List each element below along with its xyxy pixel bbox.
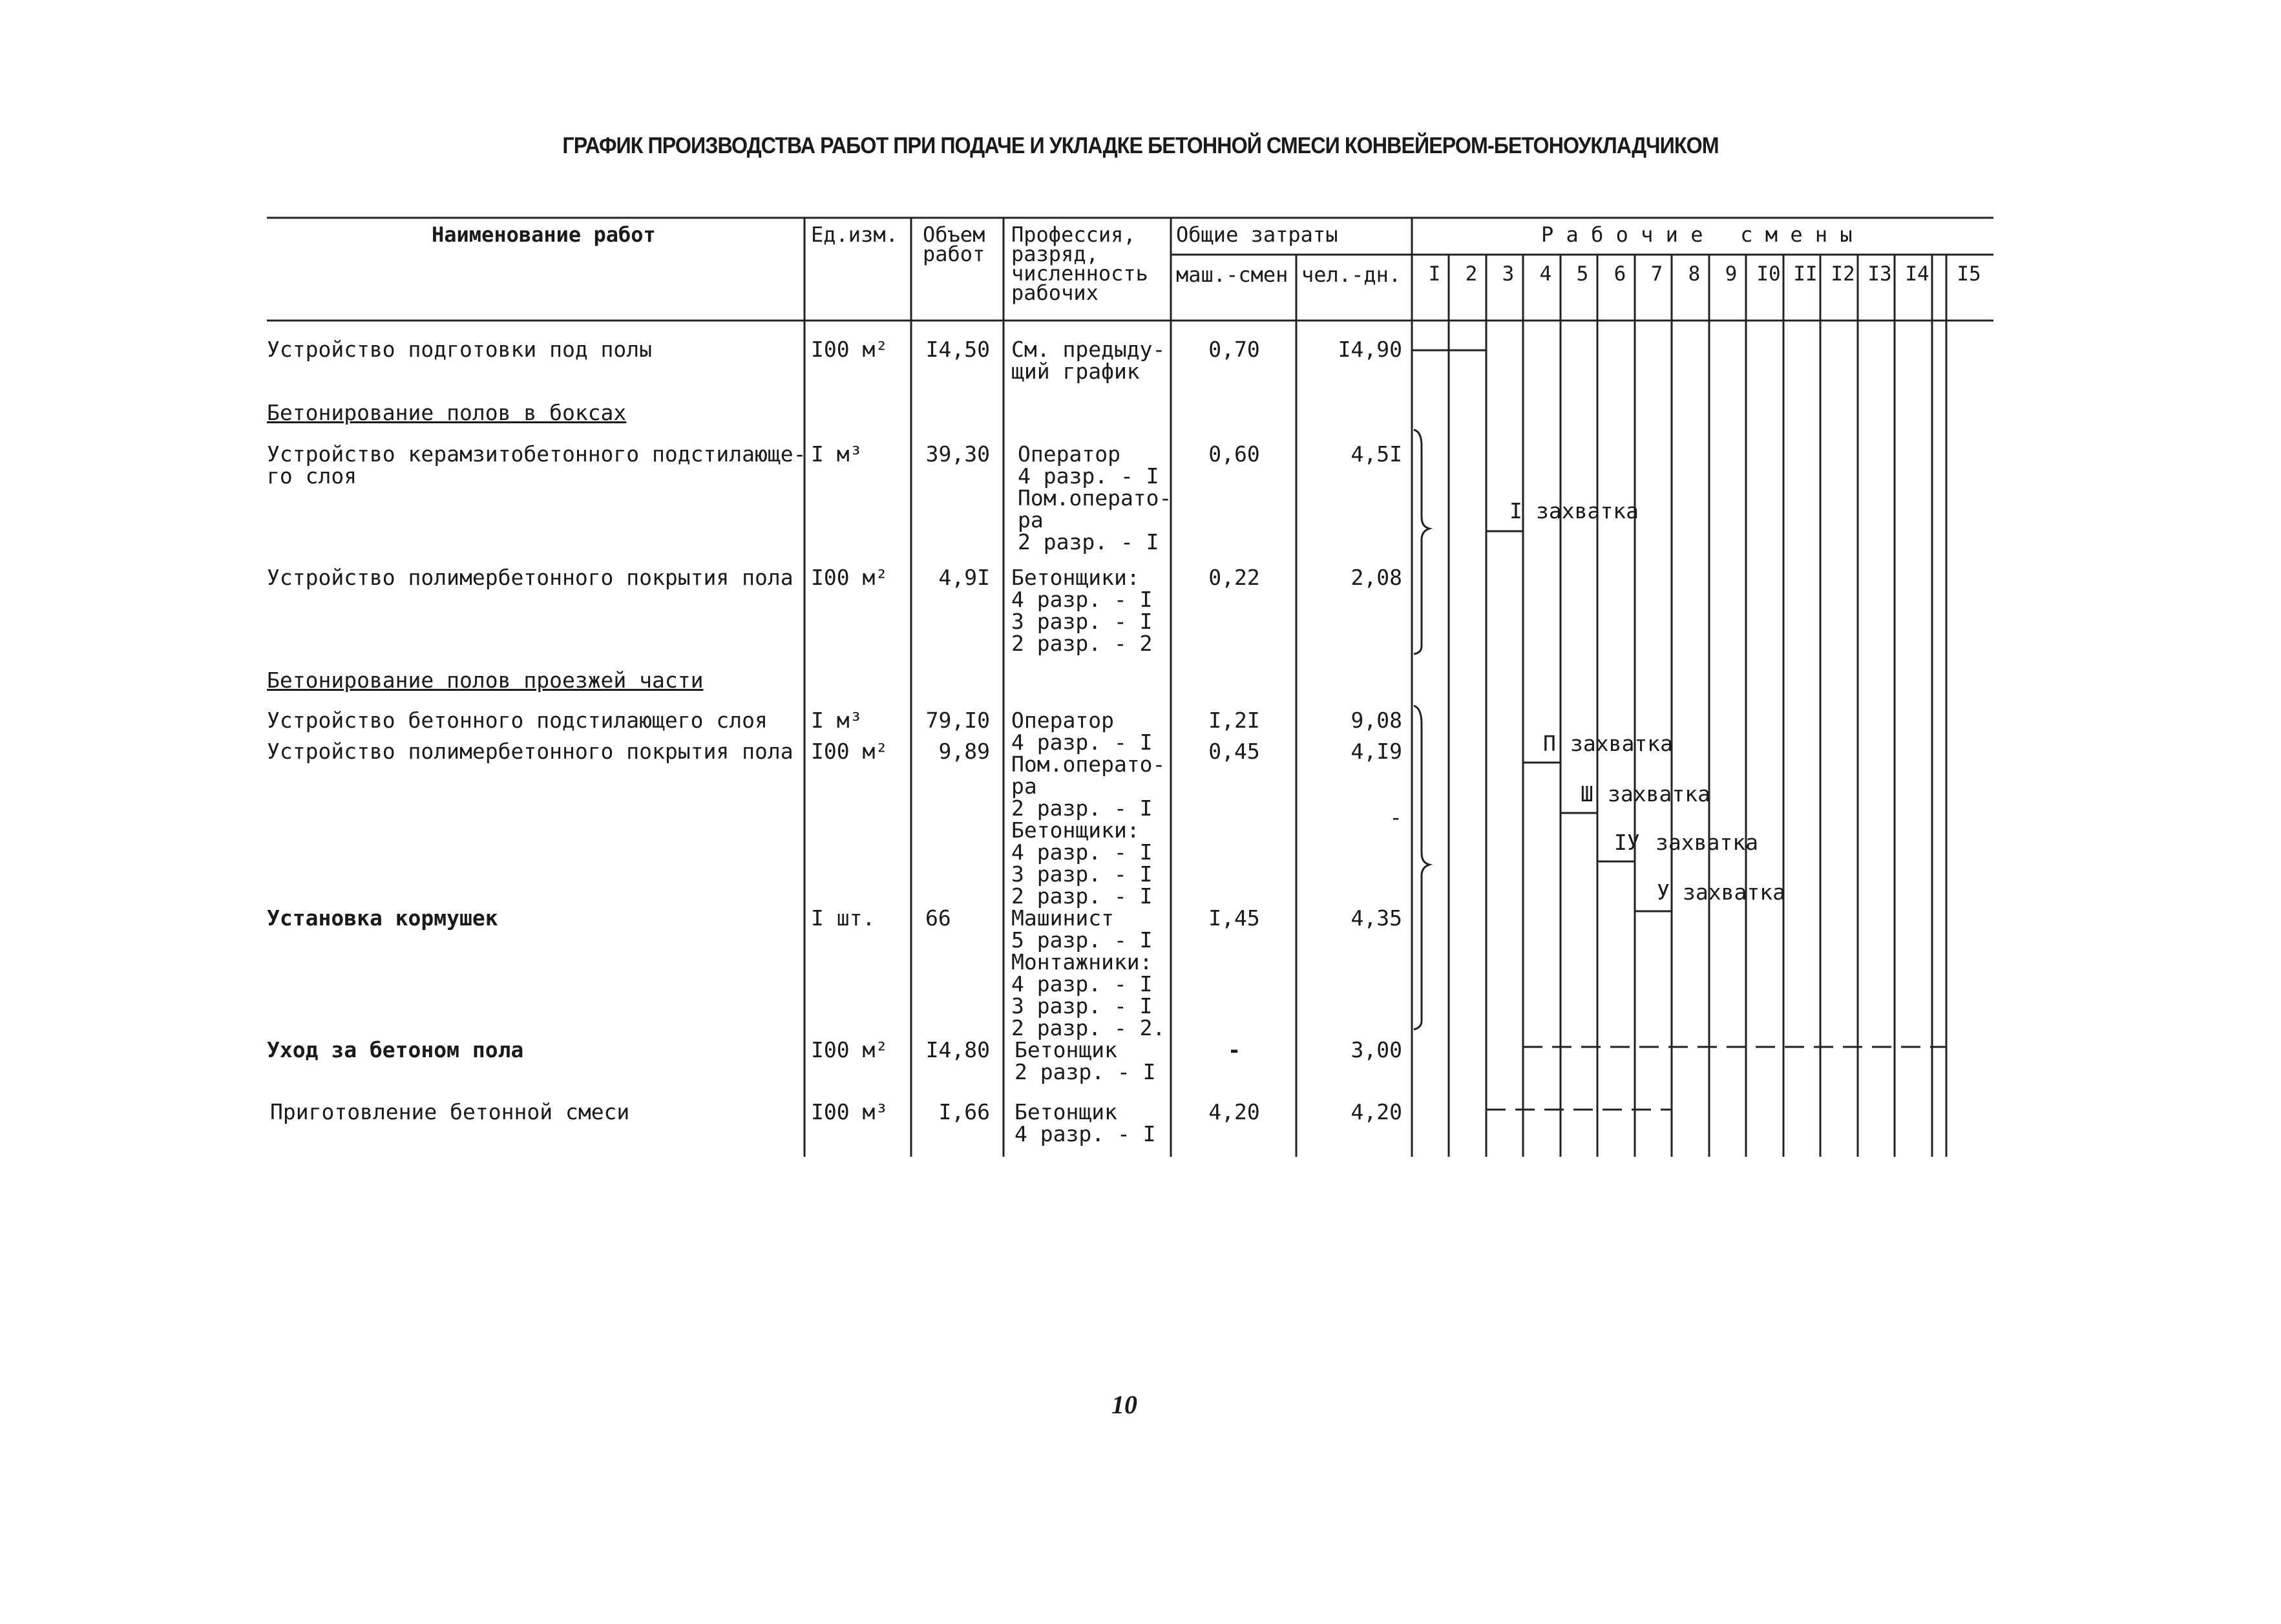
header-shifts: Р а б о ч и е с м е н ы: [1541, 222, 1853, 247]
row-profession: Оператор 4 разр. - I Пом.операто- ра 2 разр. - I: [1018, 441, 1172, 554]
section-heading: Бетонирование полов проезжей части: [267, 668, 704, 693]
capture-number: П: [1543, 731, 1556, 756]
row-name: Устройство керамзитобетонного подстилающе- го слоя: [267, 441, 806, 489]
row-profession: Оператор 4 разр. - I Пом.операто- ра 2 разр. - I Бетонщики: 4 разр. - I 3 разр. - I 2 разр. - I: [1011, 708, 1166, 909]
row-volume: 9,89: [938, 739, 990, 764]
row-volume: I,66: [938, 1099, 990, 1124]
capture-number: Ш: [1581, 781, 1593, 807]
shift-number: 8: [1688, 262, 1701, 286]
row-man-days: 4,20: [1351, 1099, 1402, 1124]
shift-number: I4: [1905, 262, 1929, 286]
header-name: Наименование работ: [432, 222, 656, 247]
capture-number: У: [1657, 880, 1670, 905]
header-costs: Общие затраты: [1176, 222, 1338, 247]
row-profession: Бетонщик 2 разр. - I: [1014, 1037, 1156, 1084]
row-unit: I00 м²: [811, 739, 888, 764]
row-machine-shifts: 0,45: [1208, 739, 1260, 764]
page-title: ГРАФИК ПРОИЗВОДСТВА РАБОТ ПРИ ПОДАЧЕ И УКЛАДКЕ БЕТОННОЙ СМЕСИ КОНВЕЙЕРОМ-БЕТОНОУКЛАДЧИКОМ: [562, 133, 1719, 158]
row-profession: Бетонщик 4 разр. - I: [1014, 1099, 1156, 1146]
capture-label: захватка: [1656, 830, 1758, 855]
capture-label: захватка: [1536, 498, 1639, 523]
shift-number: I0: [1756, 262, 1781, 286]
capture-number: I: [1509, 498, 1522, 523]
row-profession: Машинист 5 разр. - I Монтажники: 4 разр. - I 3 разр. - I 2 разр. - 2.: [1011, 905, 1166, 1040]
page-number: 10: [1111, 1390, 1137, 1419]
row-machine-shifts: 0,60: [1208, 441, 1260, 467]
row-machine-shifts: -: [1228, 1037, 1241, 1062]
shift-number: 3: [1502, 262, 1515, 286]
row-machine-shifts: I,2I: [1208, 708, 1260, 733]
row-unit: I м³: [811, 708, 863, 733]
row-man-days: I4,90: [1338, 337, 1402, 362]
row-man-days: 4,I9: [1351, 739, 1402, 764]
row-man-days: 4,5I: [1351, 441, 1402, 467]
shift-number: I3: [1867, 262, 1892, 286]
row-machine-shifts: 0,22: [1208, 565, 1260, 590]
row-unit: I шт.: [811, 905, 876, 931]
shift-number: 2: [1465, 262, 1478, 286]
row-man-days: 4,35: [1351, 905, 1402, 931]
row-machine-shifts: 4,20: [1208, 1099, 1260, 1124]
shift-number: 7: [1650, 262, 1663, 286]
header-man-days: чел.-дн.: [1301, 262, 1402, 287]
shift-number: II: [1793, 262, 1818, 286]
row-volume: 66: [925, 905, 951, 931]
row-name: Устройство бетонного подстилающего слоя: [267, 708, 768, 733]
capture-number: IУ: [1614, 830, 1640, 855]
row-unit: I00 м²: [811, 1037, 888, 1062]
section-heading: Бетонирование полов в боксах: [267, 400, 627, 425]
shift-number: I5: [1957, 262, 1981, 286]
shift-number: 9: [1725, 262, 1738, 286]
row-volume: 79,I0: [925, 708, 990, 733]
header-volume: Объем работ: [923, 222, 985, 266]
row-machine-shifts: 0,70: [1208, 337, 1260, 362]
row-man-days: 9,08: [1351, 708, 1402, 733]
shift-number: 4: [1539, 262, 1552, 286]
capture-label: захватка: [1608, 781, 1710, 807]
header-profession: Профессия, разряд, численность рабочих: [1011, 222, 1148, 305]
row-volume: 39,30: [925, 441, 990, 467]
shift-number: I2: [1831, 262, 1855, 286]
row-man-days: 3,00: [1351, 1037, 1402, 1062]
row-man-days: 2,08: [1351, 565, 1402, 590]
row-profession: См. предыду- щий график: [1011, 337, 1166, 384]
row-unit: I00 м²: [811, 337, 888, 362]
row-unit: I00 м³: [811, 1099, 888, 1124]
row-name: Уход за бетоном пола: [267, 1037, 524, 1062]
shift-number: 6: [1614, 262, 1626, 286]
row-unit: I00 м²: [811, 565, 888, 590]
row-volume: 4,9I: [938, 565, 990, 590]
capture-label: захватка: [1570, 731, 1673, 756]
row-name: Устройство полимербетонного покрытия пола: [267, 565, 794, 590]
row-machine-shifts: I,45: [1208, 905, 1260, 931]
shift-number: 5: [1576, 262, 1589, 286]
row-name: Устройство подготовки под полы: [267, 337, 653, 362]
row-man-days-dash: -: [1389, 805, 1402, 830]
capture-label: захватка: [1683, 880, 1785, 905]
header-unit: Ед.изм.: [811, 222, 898, 247]
row-name: Установка кормушек: [267, 905, 498, 931]
row-volume: I4,50: [925, 337, 990, 362]
shift-number: I: [1428, 262, 1441, 286]
row-unit: I м³: [811, 441, 863, 467]
row-volume: I4,80: [925, 1037, 990, 1062]
row-name: Устройство полимербетонного покрытия пола: [267, 739, 794, 764]
row-name: Приготовление бетонной смеси: [270, 1099, 630, 1124]
row-profession: Бетонщики: 4 разр. - I 3 разр. - I 2 разр. - 2: [1011, 565, 1153, 656]
header-machine-shifts: маш.-смен: [1176, 262, 1288, 287]
